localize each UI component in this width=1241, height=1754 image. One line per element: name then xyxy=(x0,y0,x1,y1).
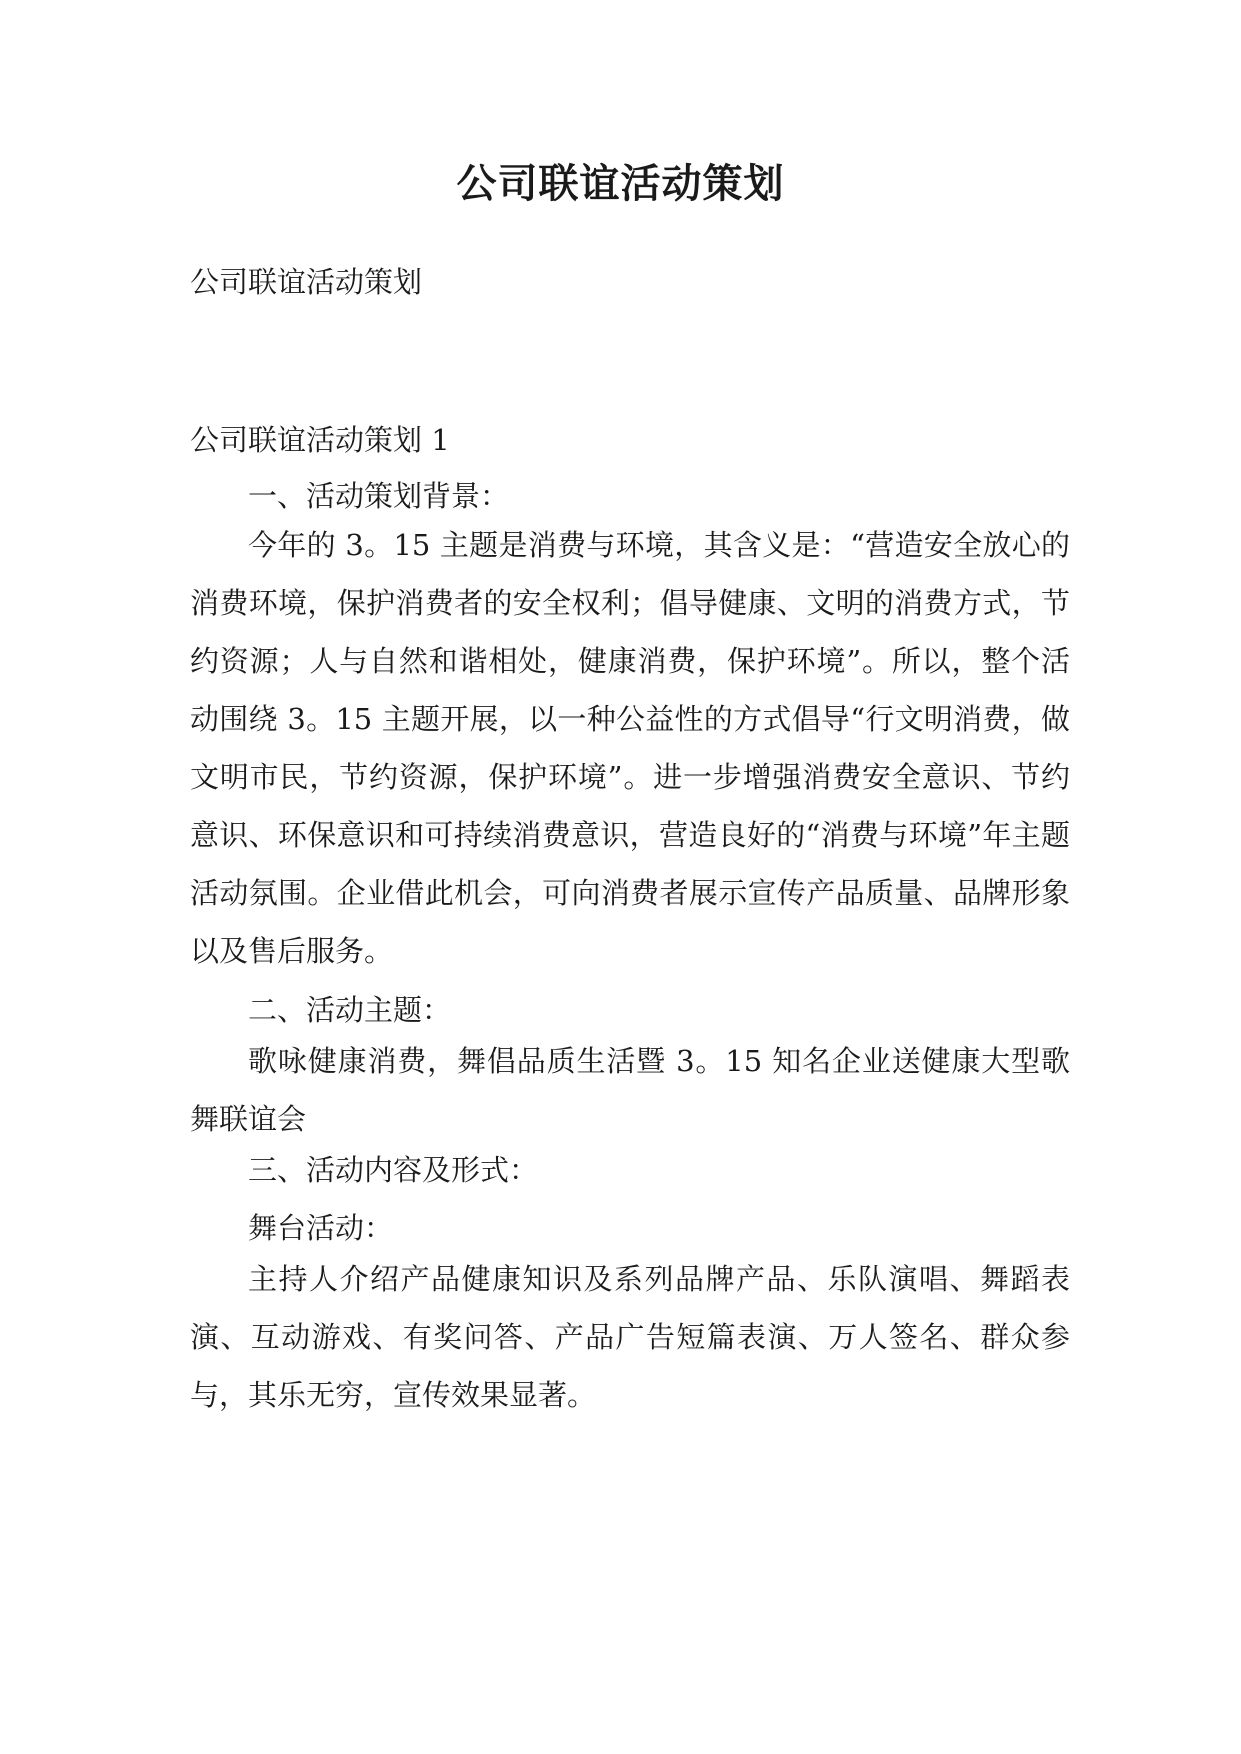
paragraph-stage-activity: 主持人介绍产品健康知识及系列品牌产品、乐队演唱、舞蹈表演、互动游戏、有奖问答、产品广告短篇表演、万人签名、群众参与，其乐无穷，宣传效果显著。 xyxy=(190,1262,1070,1412)
document-title: 公司联谊活动策划 xyxy=(456,160,785,207)
heading-stage-activity: 舞台活动： xyxy=(248,1211,394,1245)
heading-content: 三、活动内容及形式： xyxy=(248,1153,539,1187)
heading-theme: 二、活动主题： xyxy=(248,993,452,1027)
heading-background: 一、活动策划背景： xyxy=(248,479,510,513)
paragraph-theme: 歌咏健康消费，舞倡品质生活暨 3。15 知名企业送健康大型歌舞联谊会 xyxy=(190,1044,1070,1136)
section-title: 公司联谊活动策划 1 xyxy=(190,423,450,457)
paragraph-background: 今年的 3。15 主题是消费与环境，其含义是：“营造安全放心的消费环境，保护消费者的安全权利；倡导健康、文明的消费方式，节约资源；人与自然和谐相处，健康消费，保护环境”。所以，整个活动围绕 3。15 主题开展，以一种公益性的方式倡导“行文明消费，做文明市民，节约资源，保护环境”。进一步增强消费安全意识、节约意识、环保意识和可持续消费意识，营造良好的“消费与环境”年主题活动氛围。企业借此机会，可向消费者展示宣传产品质量、品牌形象以及售后服务。 xyxy=(190,528,1070,968)
document-subtitle: 公司联谊活动策划 xyxy=(190,265,423,299)
